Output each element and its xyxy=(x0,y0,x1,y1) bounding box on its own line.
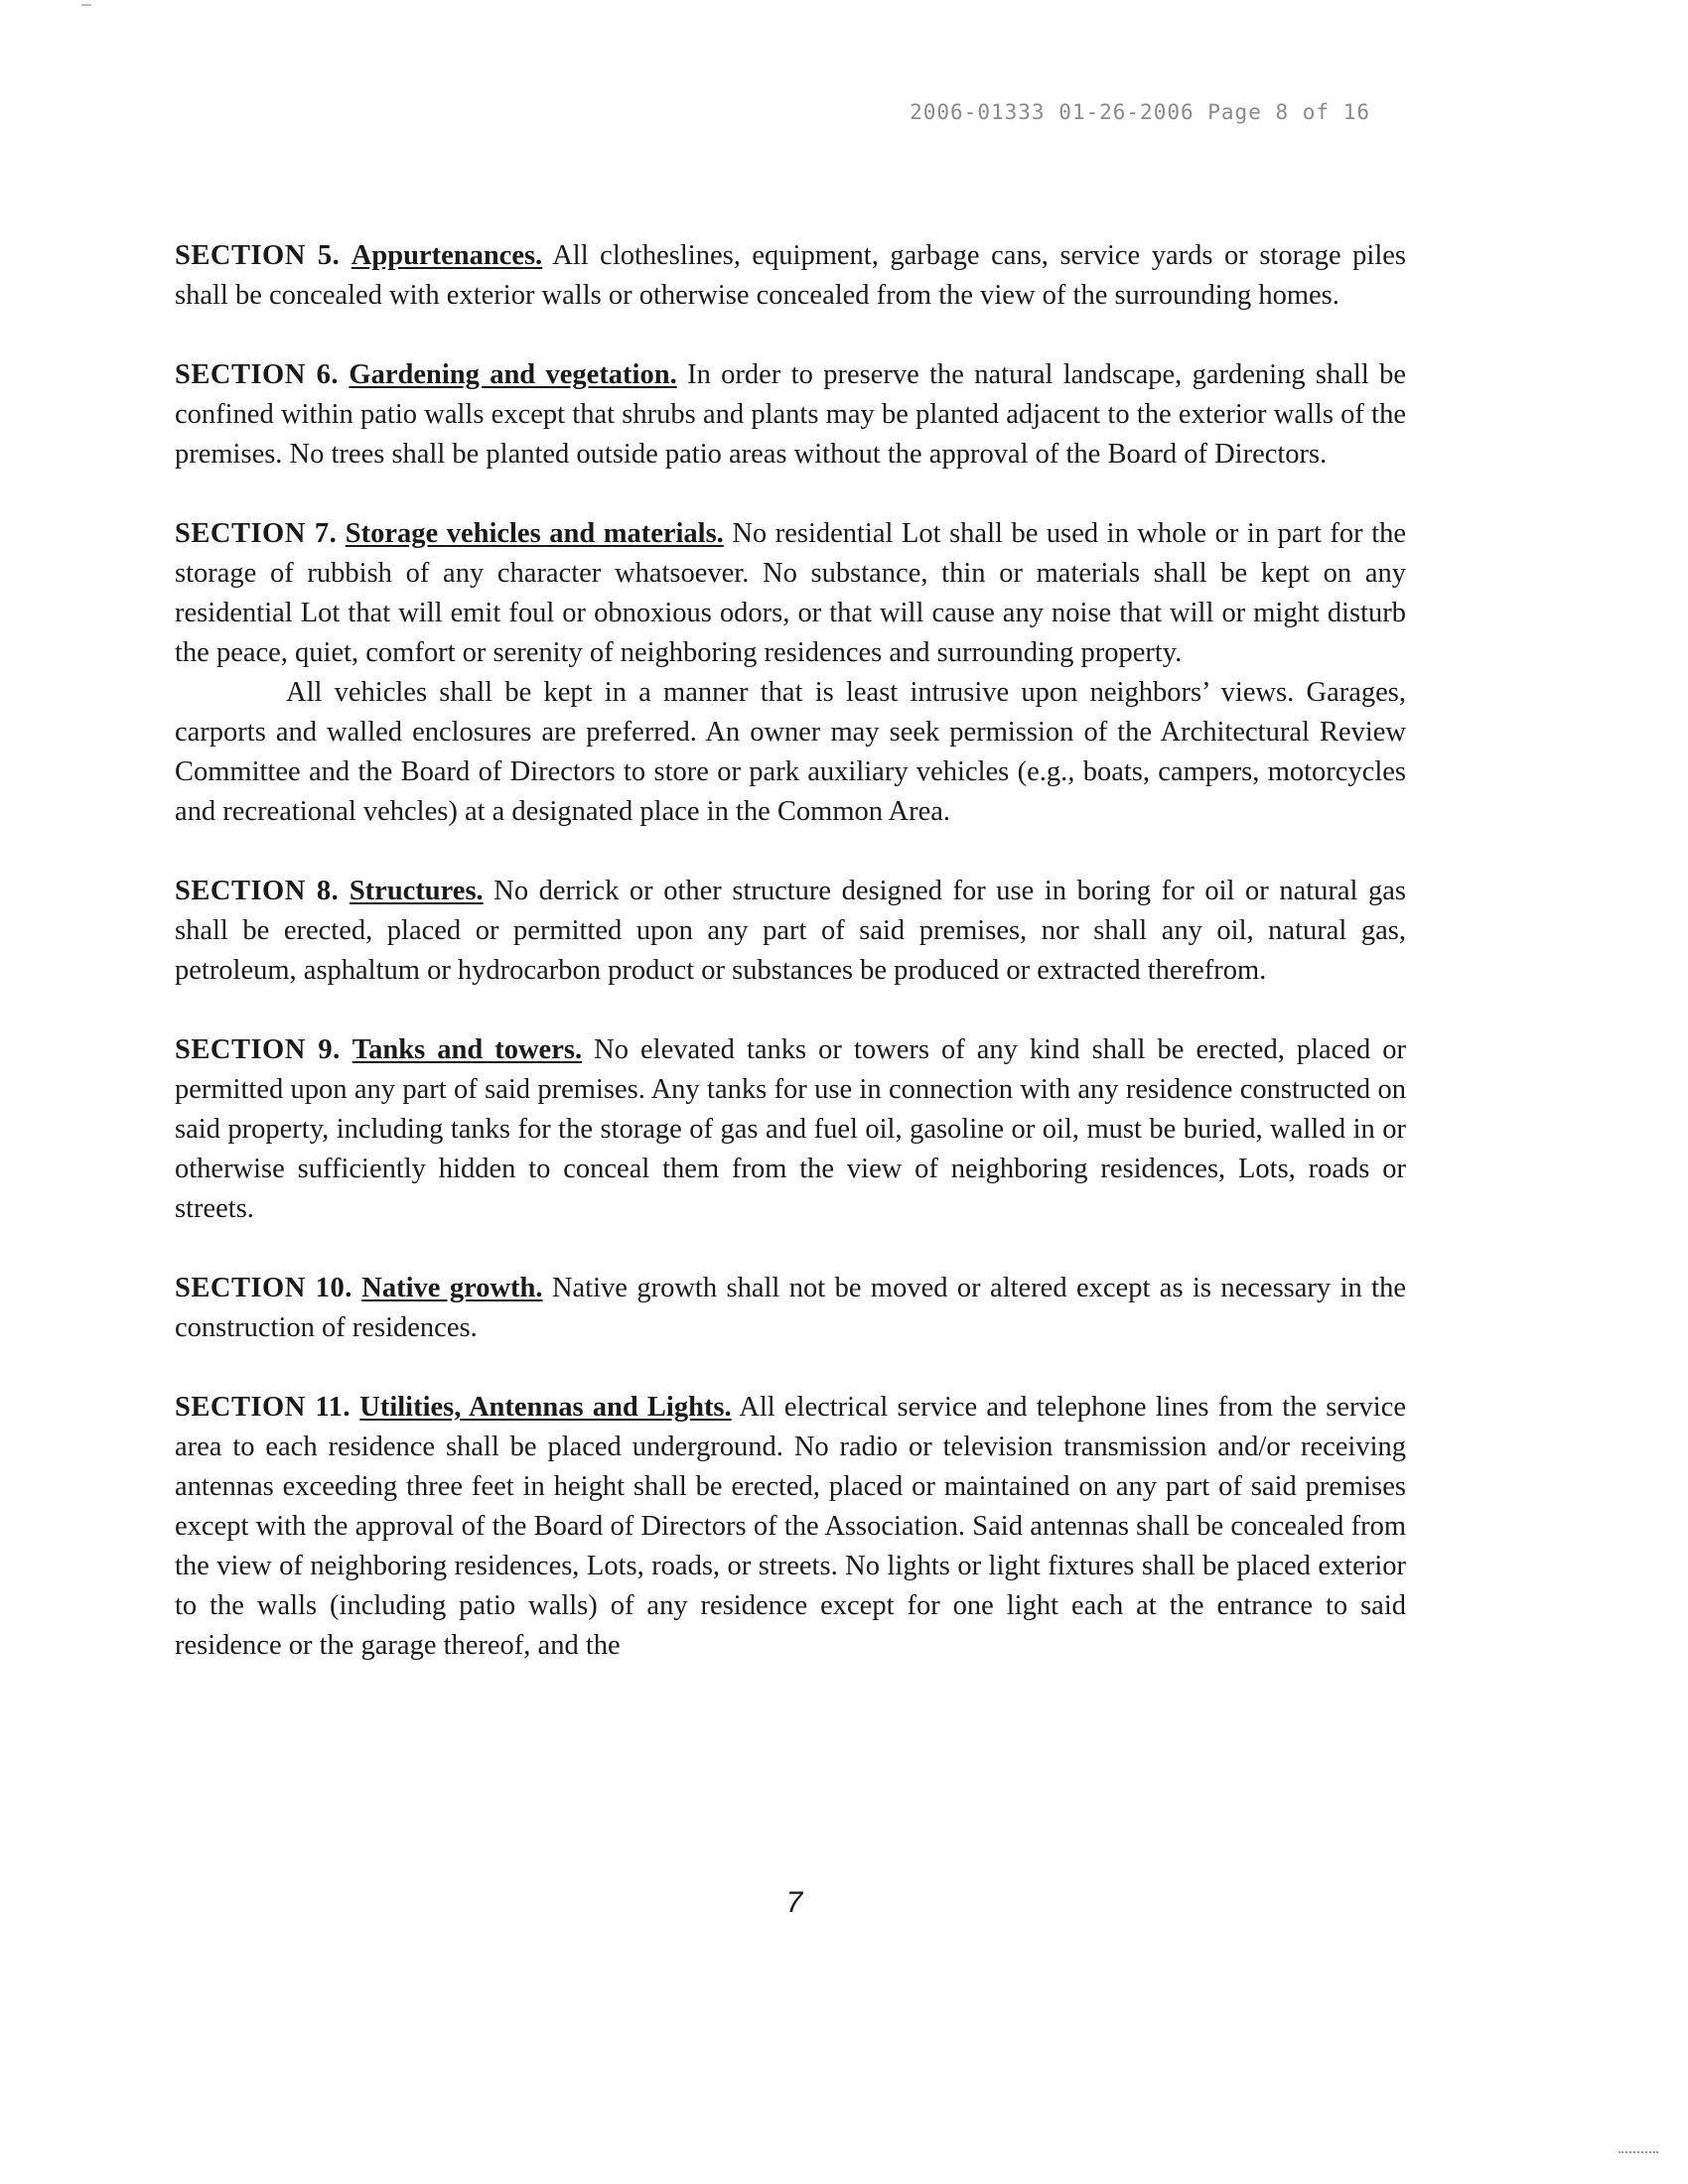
section-10 xyxy=(175,1269,1406,1348)
scan-artifact-mark xyxy=(81,4,91,6)
section-11 xyxy=(175,1388,1406,1666)
section-6 xyxy=(175,355,1406,475)
section-label: SECTION 7. xyxy=(175,518,338,549)
section-paragraph xyxy=(175,1269,1406,1348)
section-label: SECTION 9. xyxy=(175,1034,341,1065)
recording-stamp: 2006-01333 01-26-2006 Page 8 of 16 xyxy=(910,100,1370,124)
page-number: 7 xyxy=(785,1886,803,1919)
section-paragraph xyxy=(175,1030,1406,1229)
section-heading: Appurtenances. xyxy=(351,240,543,271)
section-text: All electrical service and telephone lines from the service area to each residence shall be placed underground. No radio or television transmission and/or receiving antennas exceeding three feet in height shall be erected, placed or maintained on any part of said premises except with the approval of the Board of Directors of the Association. Said antennas shall be concealed from the view of neighboring residences, Lots, roads, or streets. No lights or light fixtures shall be placed exterior to the walls (including patio walls) of any residence except for one light each at the entrance to said residence or the garage thereof, and the xyxy=(175,1392,1406,1661)
section-label: SECTION 6. xyxy=(175,359,340,390)
section-heading: Storage vehicles and materials. xyxy=(345,518,724,549)
section-paragraph xyxy=(175,872,1406,991)
section-label: SECTION 11. xyxy=(175,1392,352,1423)
section-text: All clotheslines, equipment, garbage cans, service yards or storage piles shall be concealed with exterior walls or otherwise concealed from the view of the surrounding homes. xyxy=(175,240,1407,311)
section-text: No derrick or other structure designed for use in boring for oil or natural gas shall be erected, placed or permitted upon any part of said premises, nor shall any oil, natural gas, petroleum, asphaltum or hydrocarbon product or substances be produced or extracted therefrom. xyxy=(175,876,1407,986)
section-heading: Gardening and vegetation. xyxy=(349,359,677,390)
section-text: Native growth shall not be moved or altered except as is necessary in the construction of residences. xyxy=(175,1273,1406,1343)
section-paragraph xyxy=(175,355,1406,475)
section-7 xyxy=(175,514,1406,832)
section-label: SECTION 10. xyxy=(175,1273,352,1303)
section-8 xyxy=(175,872,1406,991)
section-paragraph xyxy=(175,236,1406,316)
section-text: No residential Lot shall be used in whole or in part for the storage of rubbish of any character whatsoever. No substance, thin or materials shall be kept on any residential Lot that will emit foul or obnoxious odors, or that will cause any noise that will or might disturb the peace, quiet, comfort or serenity of neighboring residences and surrounding property. xyxy=(175,518,1407,668)
section-paragraph-continued: All vehicles shall be kept in a manner that is least intrusive upon neighbors’ views. Garages, carports and walled enclosures are preferred. An owner may seek permission of the Architectural Review Committee and the Board of Directors to store or park auxiliary vehicles (e.g., boats, campers, motorcycles and recreational vehcles) at a designated place in the Common Area. xyxy=(175,677,1406,827)
section-label: SECTION 5. xyxy=(175,240,341,271)
section-5 xyxy=(175,236,1406,316)
section-heading: Native growth. xyxy=(361,1273,543,1303)
section-heading: Utilities, Antennas and Lights. xyxy=(359,1392,732,1423)
section-paragraph xyxy=(175,1388,1406,1666)
section-label: SECTION 8. xyxy=(175,876,340,906)
scan-artifact-corner xyxy=(1618,2151,1658,2155)
document-body xyxy=(175,236,1406,1706)
section-heading: Structures. xyxy=(349,876,484,906)
section-9 xyxy=(175,1030,1406,1229)
section-heading: Tanks and towers. xyxy=(352,1034,583,1065)
section-paragraph xyxy=(175,514,1406,673)
section-text: In order to preserve the natural landscape, gardening shall be confined within patio walls except that shrubs and plants may be planted adjacent to the exterior walls of the premises. No trees shall be planted outside patio areas without the approval of the Board of Directors. xyxy=(175,359,1407,470)
section-text: No elevated tanks or towers of any kind shall be erected, placed or permitted upon any part of said premises. Any tanks for use in connection with any residence constructed on said property, including tanks for the storage of gas and fuel oil, gasoline or oil, must be buried, walled in or otherwise sufficiently hidden to conceal them from the view of neighboring residences, Lots, roads or streets. xyxy=(175,1034,1407,1224)
